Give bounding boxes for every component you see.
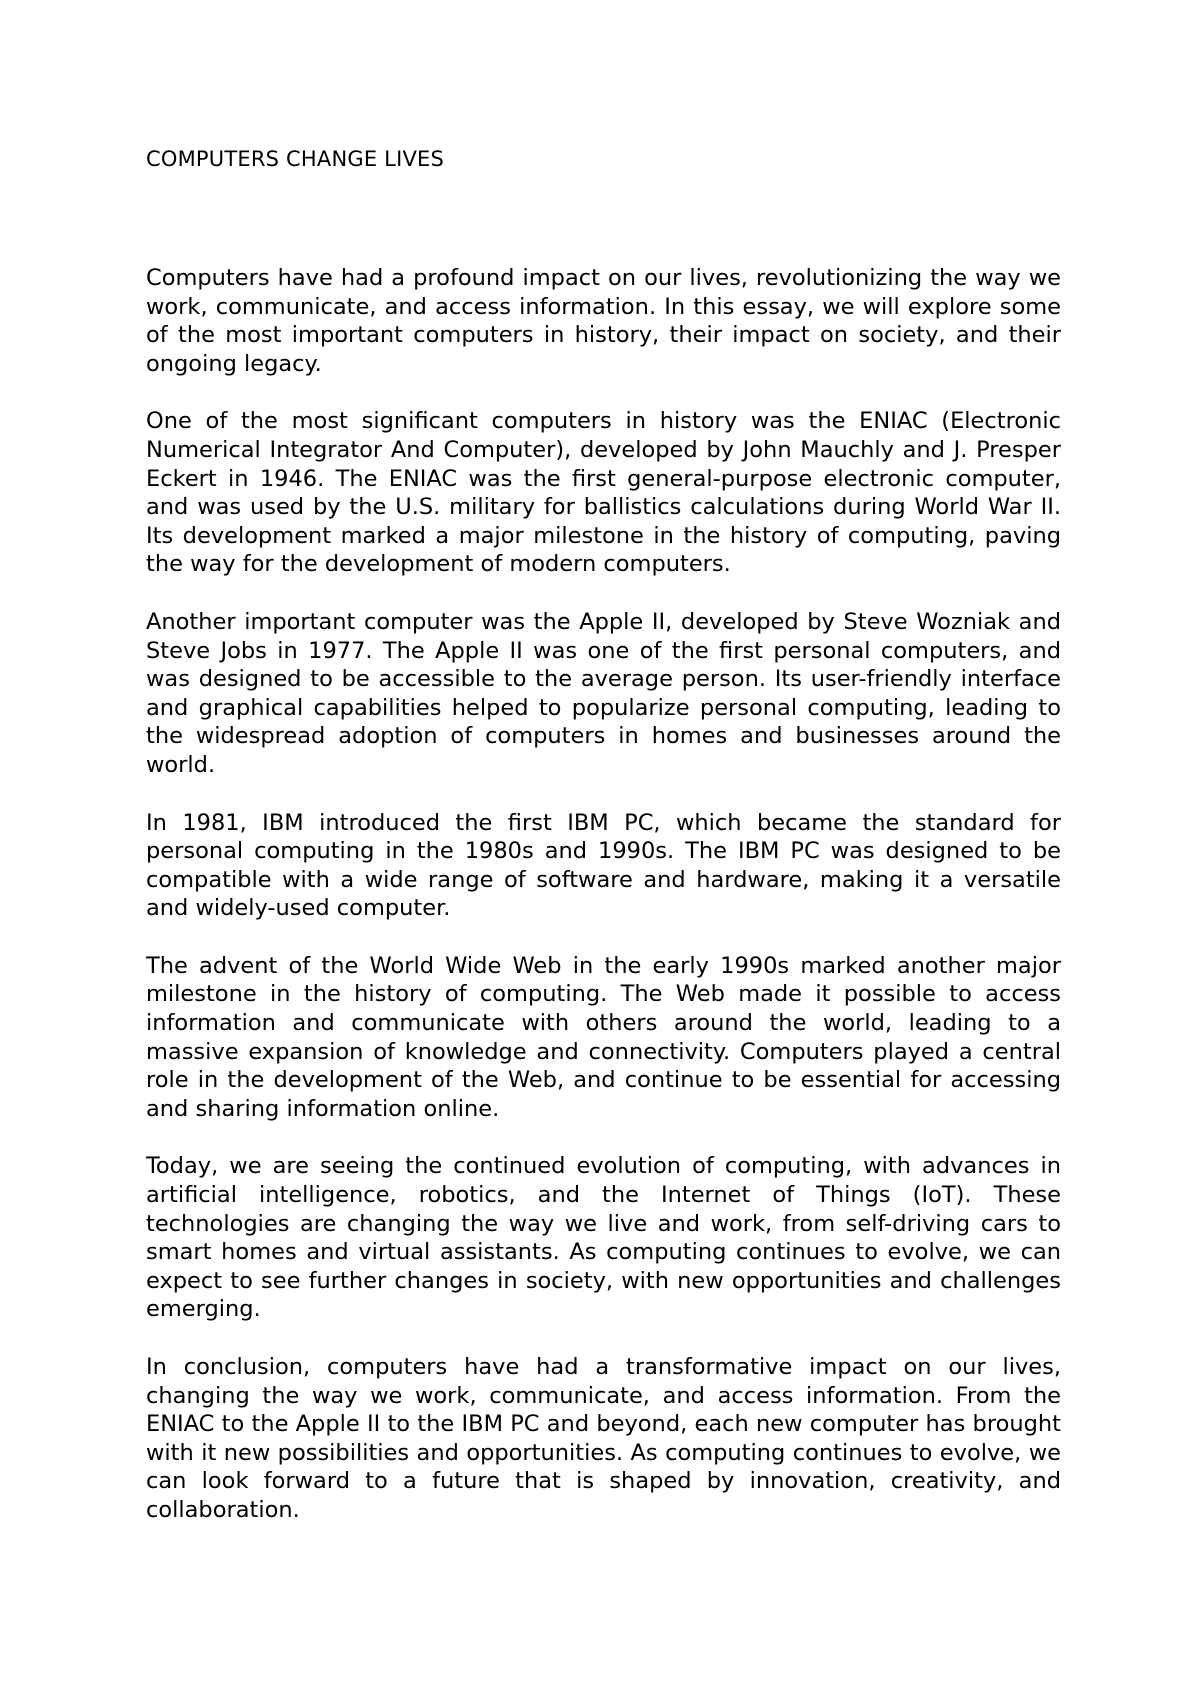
paragraph-modern-computing: Today, we are seeing the continued evolution of computing, with advances in artificial intelligence, robotics, and the Internet of Things (IoT). These technologies are changing the way we live and work, from self-driving cars to smart homes and virtual assistants. As computing continues to evolve, we can expect to see further changes in society, with new opportunities and challenges emerging. [146, 1153, 1061, 1323]
paragraph-conclusion: In conclusion, computers have had a transformative impact on our lives, changing the way we work, communicate, and access information. From the ENIAC to the Apple II to the IBM PC and beyond, each new computer has brought with it new possibilities and opportunities. As computing continues to evolve, we can look forward to a future that is shaped by innovation, creativity, and collaboration. [146, 1354, 1061, 1523]
paragraph-world-wide-web: The advent of the World Wide Web in the early 1990s marked another major milestone in the history of computing. The Web made it possible to access information and communicate with others around the world, leading to a massive expansion of knowledge and connectivity. Computers played a central role in the development of the Web, and continue to be essential for accessing and sharing information online. [146, 952, 1061, 1122]
document-body [146, 142, 1061, 1523]
paragraph-apple-ii: Another important computer was the Apple II, developed by Steve Wozniak and Steve Jobs in 1977. The Apple II was one of the first personal computers, and was designed to be accessible to the average person. Its user-friendly interface and graphical capabilities helped to popularize personal computing, leading to the widespread adoption of computers in homes and businesses around the world. [146, 608, 1061, 778]
paragraph-ibm-pc: In 1981, IBM introduced the first IBM PC, which became the standard for personal computing in the 1980s and 1990s. The IBM PC was designed to be compatible with a wide range of software and hardware, making it a versatile and widely-used computer. [146, 809, 1061, 922]
paragraph-introduction: Computers have had a profound impact on our lives, revolutionizing the way we work, communicate, and access information. In this essay, we will explore some of the most important computers in history, their impact on society, and their ongoing legacy. [146, 265, 1061, 377]
paragraph-eniac: One of the most significant computers in history was the ENIAC (Electronic Numerical Integrator And Computer), developed by John Mauchly and J. Presper Eckert in 1946. The ENIAC was the first general-purpose electronic computer, and was used by the U.S. military for ballistics calculations during World War II. Its development marked a major milestone in the history of computing, paving the way for the development of modern computers. [146, 408, 1061, 578]
paragraph-list [146, 264, 1061, 1554]
document-title: COMPUTERS CHANGE LIVES [146, 147, 445, 171]
